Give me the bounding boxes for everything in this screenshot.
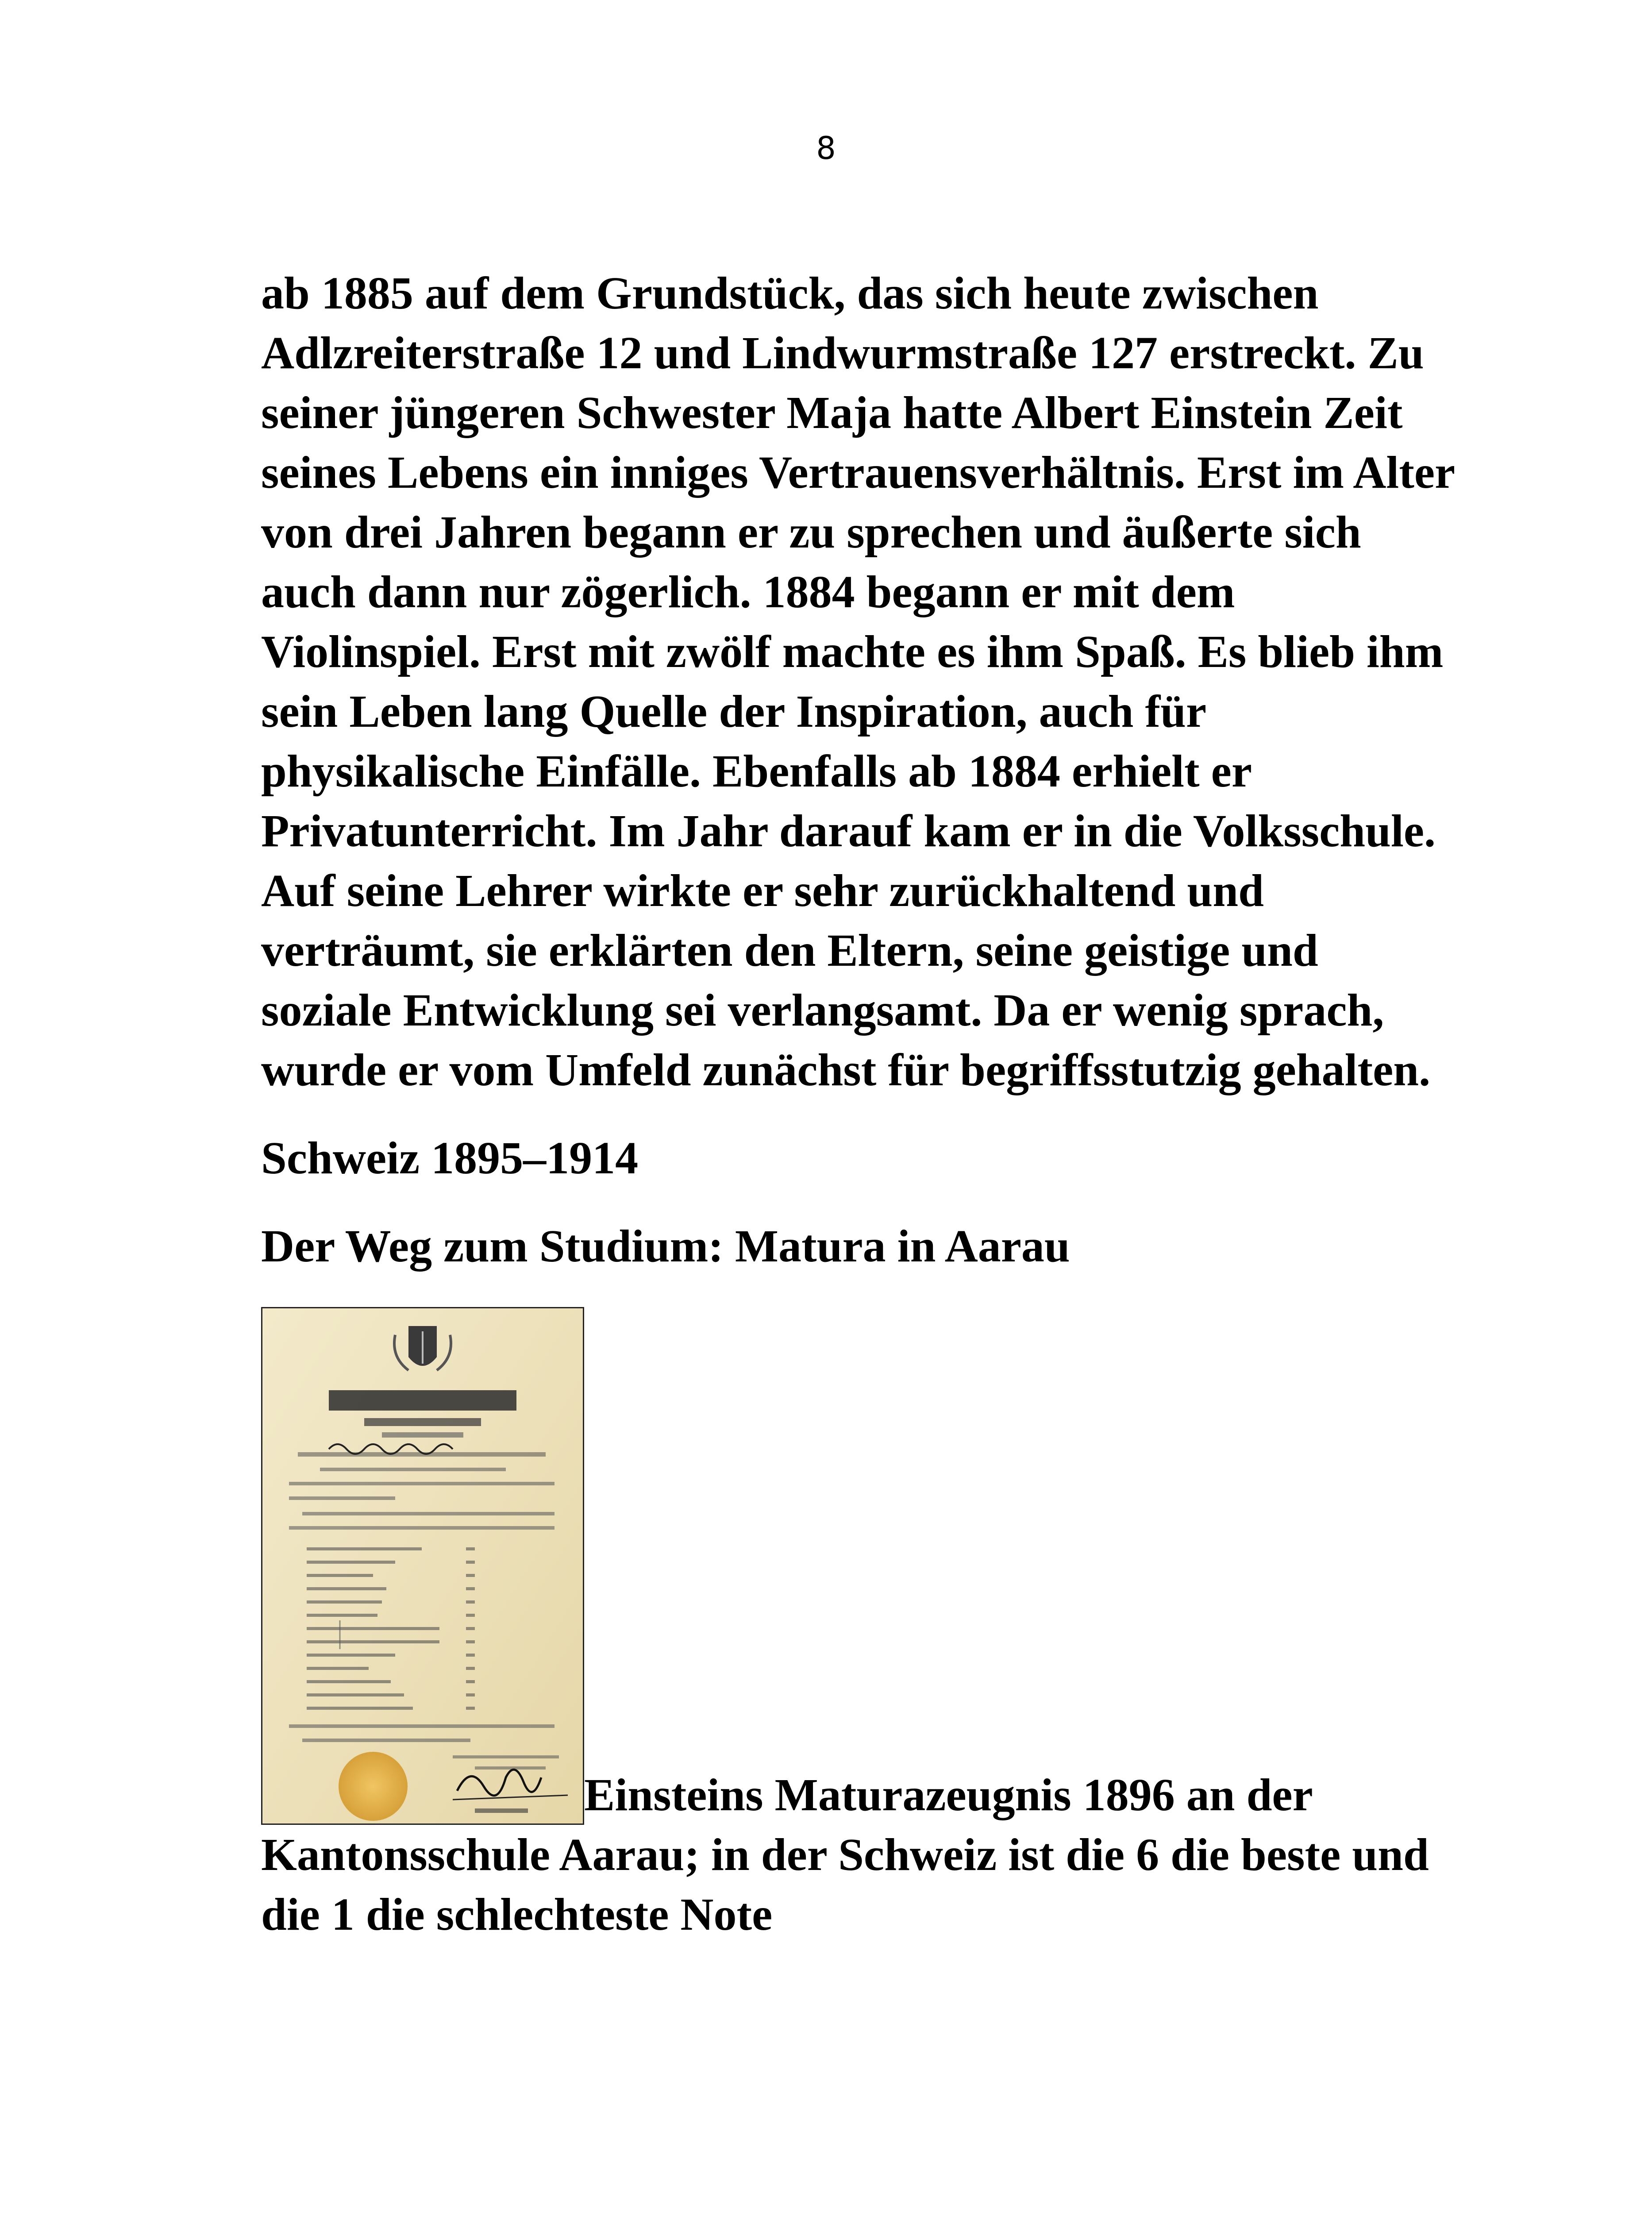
certificate-illustration [262, 1308, 583, 1824]
page-content [261, 263, 1456, 1944]
section-heading: Schweiz 1895–1914 [261, 1133, 639, 1184]
figure-caption: Einsteins Maturazeugnis 1896 an der Kantonsschule Aarau; in der Schweiz ist die 6 die beste und die 1 die schlechteste Note [261, 1770, 1429, 1940]
seal-icon [339, 1752, 408, 1821]
certificate-image [261, 1307, 584, 1825]
subsection-heading: Der Weg zum Studium: Matura in Aarau [261, 1221, 1070, 1272]
figure-block [261, 1307, 1456, 1944]
page-number: 8 [816, 130, 836, 166]
body-paragraph: ab 1885 auf dem Grundstück, das sich heute zwischen Adlzreiterstraße 12 und Lindwurmstraße 127 erstreckt. Zu seiner jüngeren Schwester Maja hatte Albert Einstein Zeit seines Lebens ein inniges Vertrauensverhältnis. Erst im Alter von drei Jahren begann er zu sprechen und äußerte sich auch dann nur zögerlich. 1884 begann er mit dem Violinspiel. Erst mit zwölf machte es ihm Spaß. Es blieb ihm sein Leben lang Quelle der Inspiration, auch für physikalische Einfälle. Ebenfalls ab 1884 erhielt er Privatunterricht. Im Jahr darauf kam er in die Volksschule. Auf seine Lehrer wirkte er sehr zurückhaltend und verträumt, sie erklärten den Eltern, seine geistige und soziale Entwicklung sei verlangsamt. Da er wenig sprach, wurde er vom Umfeld zunächst für begriffsstutzig gehalten. [261, 268, 1455, 1095]
